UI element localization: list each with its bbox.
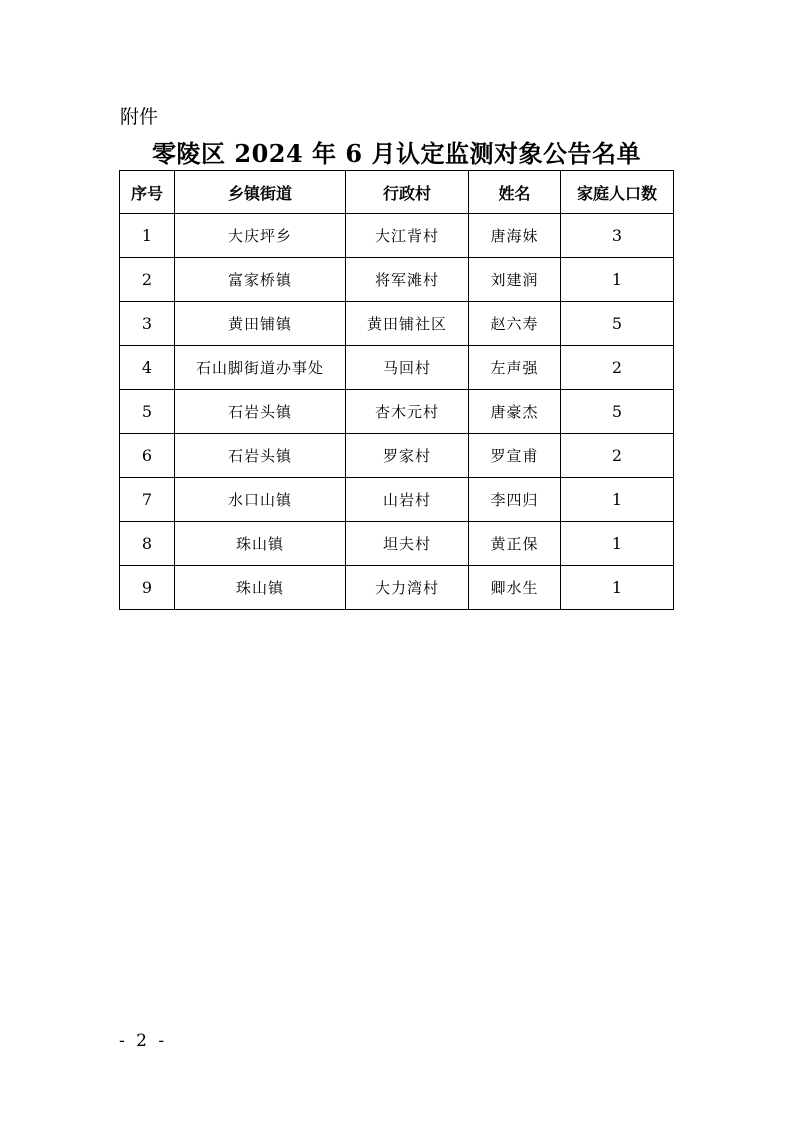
header-village: 行政村 xyxy=(346,171,469,214)
table-row xyxy=(120,478,674,522)
cell-serial: 9 xyxy=(120,566,175,610)
cell-township: 石岩头镇 xyxy=(175,390,346,434)
table-row xyxy=(120,302,674,346)
cell-serial: 5 xyxy=(120,390,175,434)
cell-serial: 7 xyxy=(120,478,175,522)
table-row xyxy=(120,522,674,566)
cell-serial: 2 xyxy=(120,258,175,302)
cell-name: 罗宣甫 xyxy=(469,434,561,478)
cell-household-size: 2 xyxy=(561,346,674,390)
cell-township: 珠山镇 xyxy=(175,522,346,566)
table-row xyxy=(120,566,674,610)
monitoring-roster-table xyxy=(119,170,674,610)
table-row xyxy=(120,434,674,478)
cell-township: 黄田铺镇 xyxy=(175,302,346,346)
cell-serial: 8 xyxy=(120,522,175,566)
cell-serial: 6 xyxy=(120,434,175,478)
attachment-label: 附件 xyxy=(120,106,159,128)
header-name: 姓名 xyxy=(469,171,561,214)
cell-name: 刘建润 xyxy=(469,258,561,302)
cell-village: 将军滩村 xyxy=(346,258,469,302)
cell-township: 富家桥镇 xyxy=(175,258,346,302)
header-household-size: 家庭人口数 xyxy=(561,171,674,214)
cell-name: 唐海妹 xyxy=(469,214,561,258)
table-header-row xyxy=(120,171,674,214)
cell-household-size: 2 xyxy=(561,434,674,478)
table-row xyxy=(120,214,674,258)
cell-household-size: 1 xyxy=(561,258,674,302)
cell-serial: 4 xyxy=(120,346,175,390)
page-number: - 2 - xyxy=(119,1031,168,1051)
cell-village: 大力湾村 xyxy=(346,566,469,610)
cell-township: 石岩头镇 xyxy=(175,434,346,478)
table-row xyxy=(120,390,674,434)
cell-household-size: 1 xyxy=(561,566,674,610)
cell-name: 赵六寿 xyxy=(469,302,561,346)
cell-household-size: 1 xyxy=(561,522,674,566)
cell-village: 杏木元村 xyxy=(346,390,469,434)
table-row xyxy=(120,258,674,302)
cell-township: 珠山镇 xyxy=(175,566,346,610)
cell-village: 罗家村 xyxy=(346,434,469,478)
cell-township: 水口山镇 xyxy=(175,478,346,522)
cell-township: 石山脚街道办事处 xyxy=(175,346,346,390)
cell-household-size: 3 xyxy=(561,214,674,258)
cell-name: 黄正保 xyxy=(469,522,561,566)
cell-name: 卿水生 xyxy=(469,566,561,610)
cell-name: 唐豪杰 xyxy=(469,390,561,434)
header-serial: 序号 xyxy=(120,171,175,214)
cell-name: 李四归 xyxy=(469,478,561,522)
cell-village: 马回村 xyxy=(346,346,469,390)
cell-village: 坦夫村 xyxy=(346,522,469,566)
cell-serial: 3 xyxy=(120,302,175,346)
cell-household-size: 1 xyxy=(561,478,674,522)
cell-serial: 1 xyxy=(120,214,175,258)
cell-household-size: 5 xyxy=(561,390,674,434)
cell-name: 左声强 xyxy=(469,346,561,390)
header-township: 乡镇街道 xyxy=(175,171,346,214)
cell-household-size: 5 xyxy=(561,302,674,346)
cell-village: 山岩村 xyxy=(346,478,469,522)
cell-village: 黄田铺社区 xyxy=(346,302,469,346)
cell-township: 大庆坪乡 xyxy=(175,214,346,258)
document-title: 零陵区 2024 年 6 月认定监测对象公告名单 xyxy=(152,139,641,168)
table-row xyxy=(120,346,674,390)
cell-village: 大江背村 xyxy=(346,214,469,258)
